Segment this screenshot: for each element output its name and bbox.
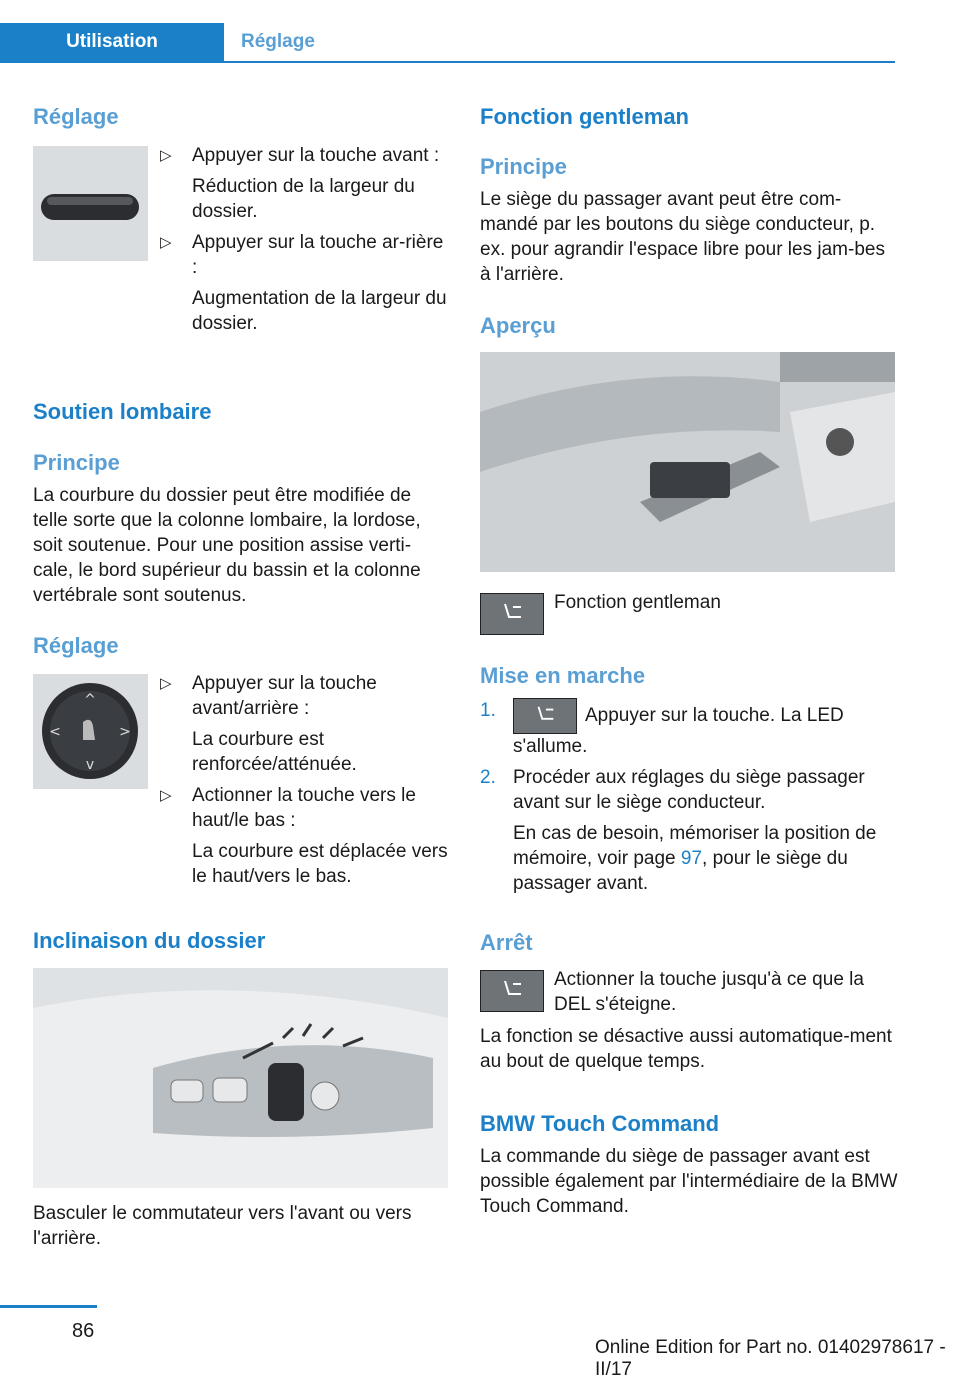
inclinaison-heading: Inclinaison du dossier (33, 928, 266, 953)
list-item-detail: Augmentation de la largeur du dossier. (192, 288, 447, 334)
inclinaison-caption: Basculer le commutateur vers l'avant ou vers l'arrière. (33, 1203, 412, 1249)
svg-text:>: > (119, 724, 131, 740)
gentleman-icon-label: Fonction gentleman (554, 592, 721, 613)
reglage-heading: Réglage (33, 104, 119, 129)
triangle-right-icon: ▷ (160, 675, 172, 692)
backrest-width-button-image (33, 146, 148, 261)
triangle-right-icon: ▷ (160, 234, 172, 251)
gentleman-principe-text: Le siège du passager avant peut être com‐mandé par les boutons du siège conducteur, p. ex. pour agrandir l'espace libre pour les jam‐bes à l'arrière. (480, 189, 885, 285)
lombaire-principe-heading: Principe (33, 450, 120, 475)
lombaire-principe-text: La courbure du dossier peut être modifiée de telle sorte que la colonne lombaire, la lordose, soit soutenue. Pour une position assise verti‐cale, le bord supérieur du bassin et la colonne vertébrale sont soutenus. (33, 485, 421, 606)
reglage-list (160, 143, 450, 342)
lombaire-heading: Soutien lombaire (33, 399, 212, 424)
step-text: Appuyer sur la touche. La LED s'allume. (513, 705, 844, 757)
step-detail (513, 821, 900, 896)
step-detail-text: , pour le siège du passager avant. (513, 848, 848, 894)
list-item-text: Appuyer sur la touche avant : (192, 145, 440, 166)
seat-gentleman-icon (513, 698, 577, 734)
page-number: 86 (72, 1320, 95, 1342)
bmw-touch-text: La commande du siège de passager avant est possible également par l'intermédiaire de la BMW Touch Command. (480, 1146, 898, 1217)
marche-heading: Mise en marche (480, 663, 646, 688)
triangle-right-icon: ▷ (160, 787, 172, 804)
page-link[interactable]: 97 (680, 848, 703, 869)
svg-text:v: v (85, 757, 95, 773)
seat-gentleman-icon (480, 970, 544, 1012)
triangle-right-icon: ▷ (160, 147, 172, 164)
tab-reglage[interactable]: Réglage (241, 31, 315, 52)
svg-text:<: < (49, 724, 61, 740)
arret-icon-text: Actionner la touche jusqu'à ce que la DEL s'éteigne. (554, 969, 864, 1015)
list-item (160, 143, 450, 224)
list-item (160, 783, 450, 889)
step-number: 2. (480, 767, 496, 788)
footer-rule (0, 1305, 97, 1308)
list-item-detail: La courbure est renforcée/atténuée. (192, 729, 357, 775)
list-item (160, 671, 450, 777)
lombaire-reglage-heading: Réglage (33, 633, 119, 658)
gentleman-principe-heading: Principe (480, 154, 567, 179)
edition-note: Online Edition for Part no. 01402978617 - II/17 (595, 1337, 946, 1380)
bmw-touch-heading: BMW Touch Command (480, 1111, 720, 1136)
list-item-detail: Réduction de la largeur du dossier. (192, 176, 415, 222)
list-item-text: Actionner la touche vers le haut/le bas : (192, 785, 416, 831)
marche-steps (480, 698, 900, 902)
door-panel-photo (480, 352, 895, 572)
step-text: Procéder aux réglages du siège passager avant sur le siège conducteur. (513, 767, 865, 813)
list-item (160, 230, 450, 336)
tab-utilisation[interactable]: Utilisation (0, 23, 224, 61)
seat-gentleman-icon (480, 593, 544, 635)
list-item (480, 765, 900, 896)
svg-text:^: ^ (84, 692, 96, 708)
arret-heading: Arrêt (480, 930, 533, 955)
seat-switch-photo (33, 968, 448, 1188)
tab-bar (0, 23, 895, 63)
lombaire-reglage-list (160, 671, 450, 895)
apercu-heading: Aperçu (480, 313, 556, 338)
step-number: 1. (480, 700, 496, 721)
lumbar-switch-image (33, 674, 148, 789)
list-item-text: Appuyer sur la touche avant/arrière : (192, 673, 377, 719)
gentleman-heading: Fonction gentleman (480, 104, 689, 129)
list-item (480, 698, 900, 759)
list-item-detail: La courbure est déplacée vers le haut/vers le bas. (192, 841, 448, 887)
arret-text: La fonction se désactive aussi automatique‐ment au bout de quelque temps. (480, 1026, 892, 1072)
list-item-text: Appuyer sur la touche ar‐rière : (192, 232, 444, 278)
step-detail-text: En cas de besoin, mémoriser la position de mémoire, voir page (513, 823, 877, 869)
